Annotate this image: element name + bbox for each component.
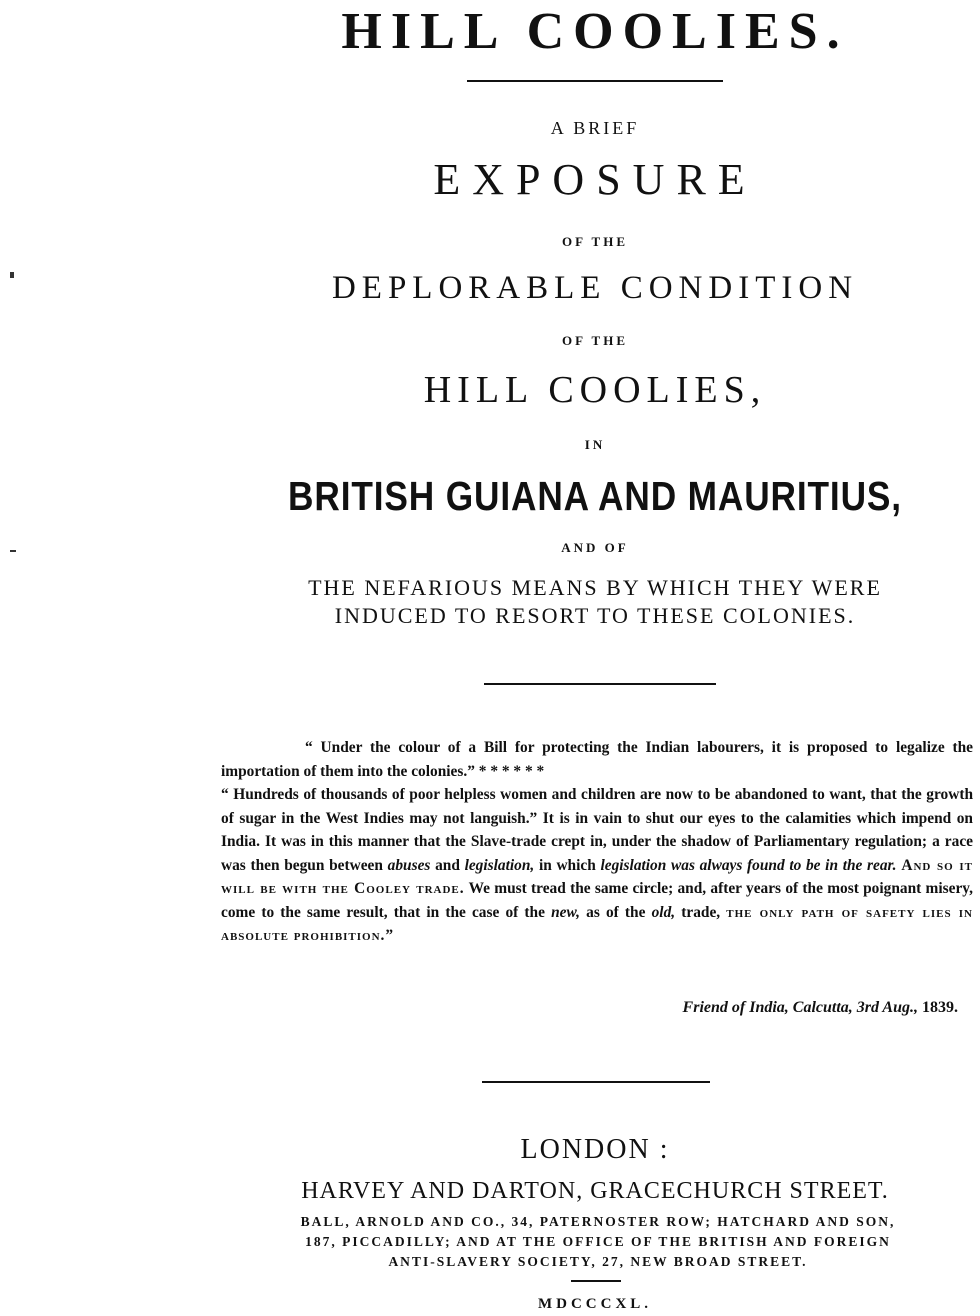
source-year: 1839. — [918, 999, 958, 1016]
quote-text-trade: trade, — [675, 903, 727, 921]
quote-text-as-of: as of the — [580, 903, 652, 921]
quote-caps-prohibition: the only path of safety lies in absolute prohibition. — [221, 903, 973, 944]
quote-paragraph-1: “ Under the colour of a Bill for protecting the Indian labourers, it is proposed to legalize the importation of them into the colonies.” * * * * * * — [221, 739, 973, 780]
quote-text-a: “ Hundreds of thousands of poor helpless women and children are now to be abandoned to want, that the growth of sugar in the West Indies may not languish.” It is in vain to shut our eyes to the calamities which impend on India. It was in this manner that the Slave-trade crept in, under the shadow of Parliamentary regulation; a race was then begun between — [221, 786, 973, 874]
imprint-year: MDCCCXL. — [537, 1296, 653, 1312]
quote-text-b: We must tread the same circle; and, after years of the most poignant misery, come to the same result, that in the case of the — [221, 880, 973, 921]
quote-italic-rear: legislation was always found to be in the rear. — [600, 856, 897, 874]
subtitle-of-the-2: OF THE — [561, 333, 629, 348]
imprint-line-2: 187, PICCADILLY; AND AT THE OFFICE OF THE BRITISH AND FOREIGN — [305, 1234, 891, 1249]
margin-speck — [10, 550, 16, 552]
epigraph-quote — [221, 736, 973, 948]
imprint-line-1: BALL, ARNOLD AND CO., 34, PATERNOSTER ROW; HATCHARD AND SON, — [300, 1214, 896, 1229]
imprint-publisher: HARVEY AND DARTON, GRACECHURCH STREET. — [301, 1178, 889, 1204]
rule-4 — [571, 1280, 621, 1282]
quote-text-and: and — [430, 856, 465, 874]
imprint-line-3: ANTI-SLAVERY SOCIETY, 27, NEW BROAD STREET. — [388, 1254, 808, 1269]
main-title: HILL COOLIES. — [341, 3, 849, 60]
subtitle-deplorable-condition: DEPLORABLE CONDITION — [331, 270, 859, 306]
rule-3 — [482, 1081, 710, 1083]
margin-speck — [10, 272, 14, 278]
quote-source — [683, 999, 958, 1017]
rule-2 — [484, 683, 716, 685]
quote-caps-cooley: And so it will be with the Cooley trade. — [221, 856, 973, 897]
subtitle-hill-coolies: HILL COOLIES, — [423, 369, 767, 411]
subtitle-and-of: AND OF — [561, 540, 629, 555]
quote-paragraph-2 — [221, 783, 973, 948]
imprint-city: LONDON : — [520, 1134, 670, 1165]
source-publication: Friend of India, Calcutta, 3rd Aug., — [682, 999, 918, 1016]
subtitle-nefarious-line-1: THE NEFARIOUS MEANS BY WHICH THEY WERE — [308, 575, 882, 600]
quote-text-in-which: in which — [534, 856, 601, 874]
rule-1 — [467, 80, 723, 82]
subtitle-nefarious-line-2: INDUCED TO RESORT TO THESE COLONIES. — [334, 603, 856, 628]
quote-italic-new: new, — [551, 903, 581, 921]
quote-italic-legislation: legislation, — [464, 856, 535, 874]
subtitle-a-brief: A BRIEF — [550, 118, 640, 138]
quote-italic-old: old, — [651, 903, 676, 921]
quote-close-mark: ” — [385, 927, 394, 944]
subtitle-in: IN — [584, 437, 606, 452]
subtitle-exposure: EXPOSURE — [433, 155, 757, 204]
subtitle-places: BRITISH GUIANA AND MAURITIUS, — [288, 473, 902, 519]
quote-italic-abuses: abuses — [387, 856, 431, 874]
subtitle-of-the-1: OF THE — [561, 234, 629, 249]
